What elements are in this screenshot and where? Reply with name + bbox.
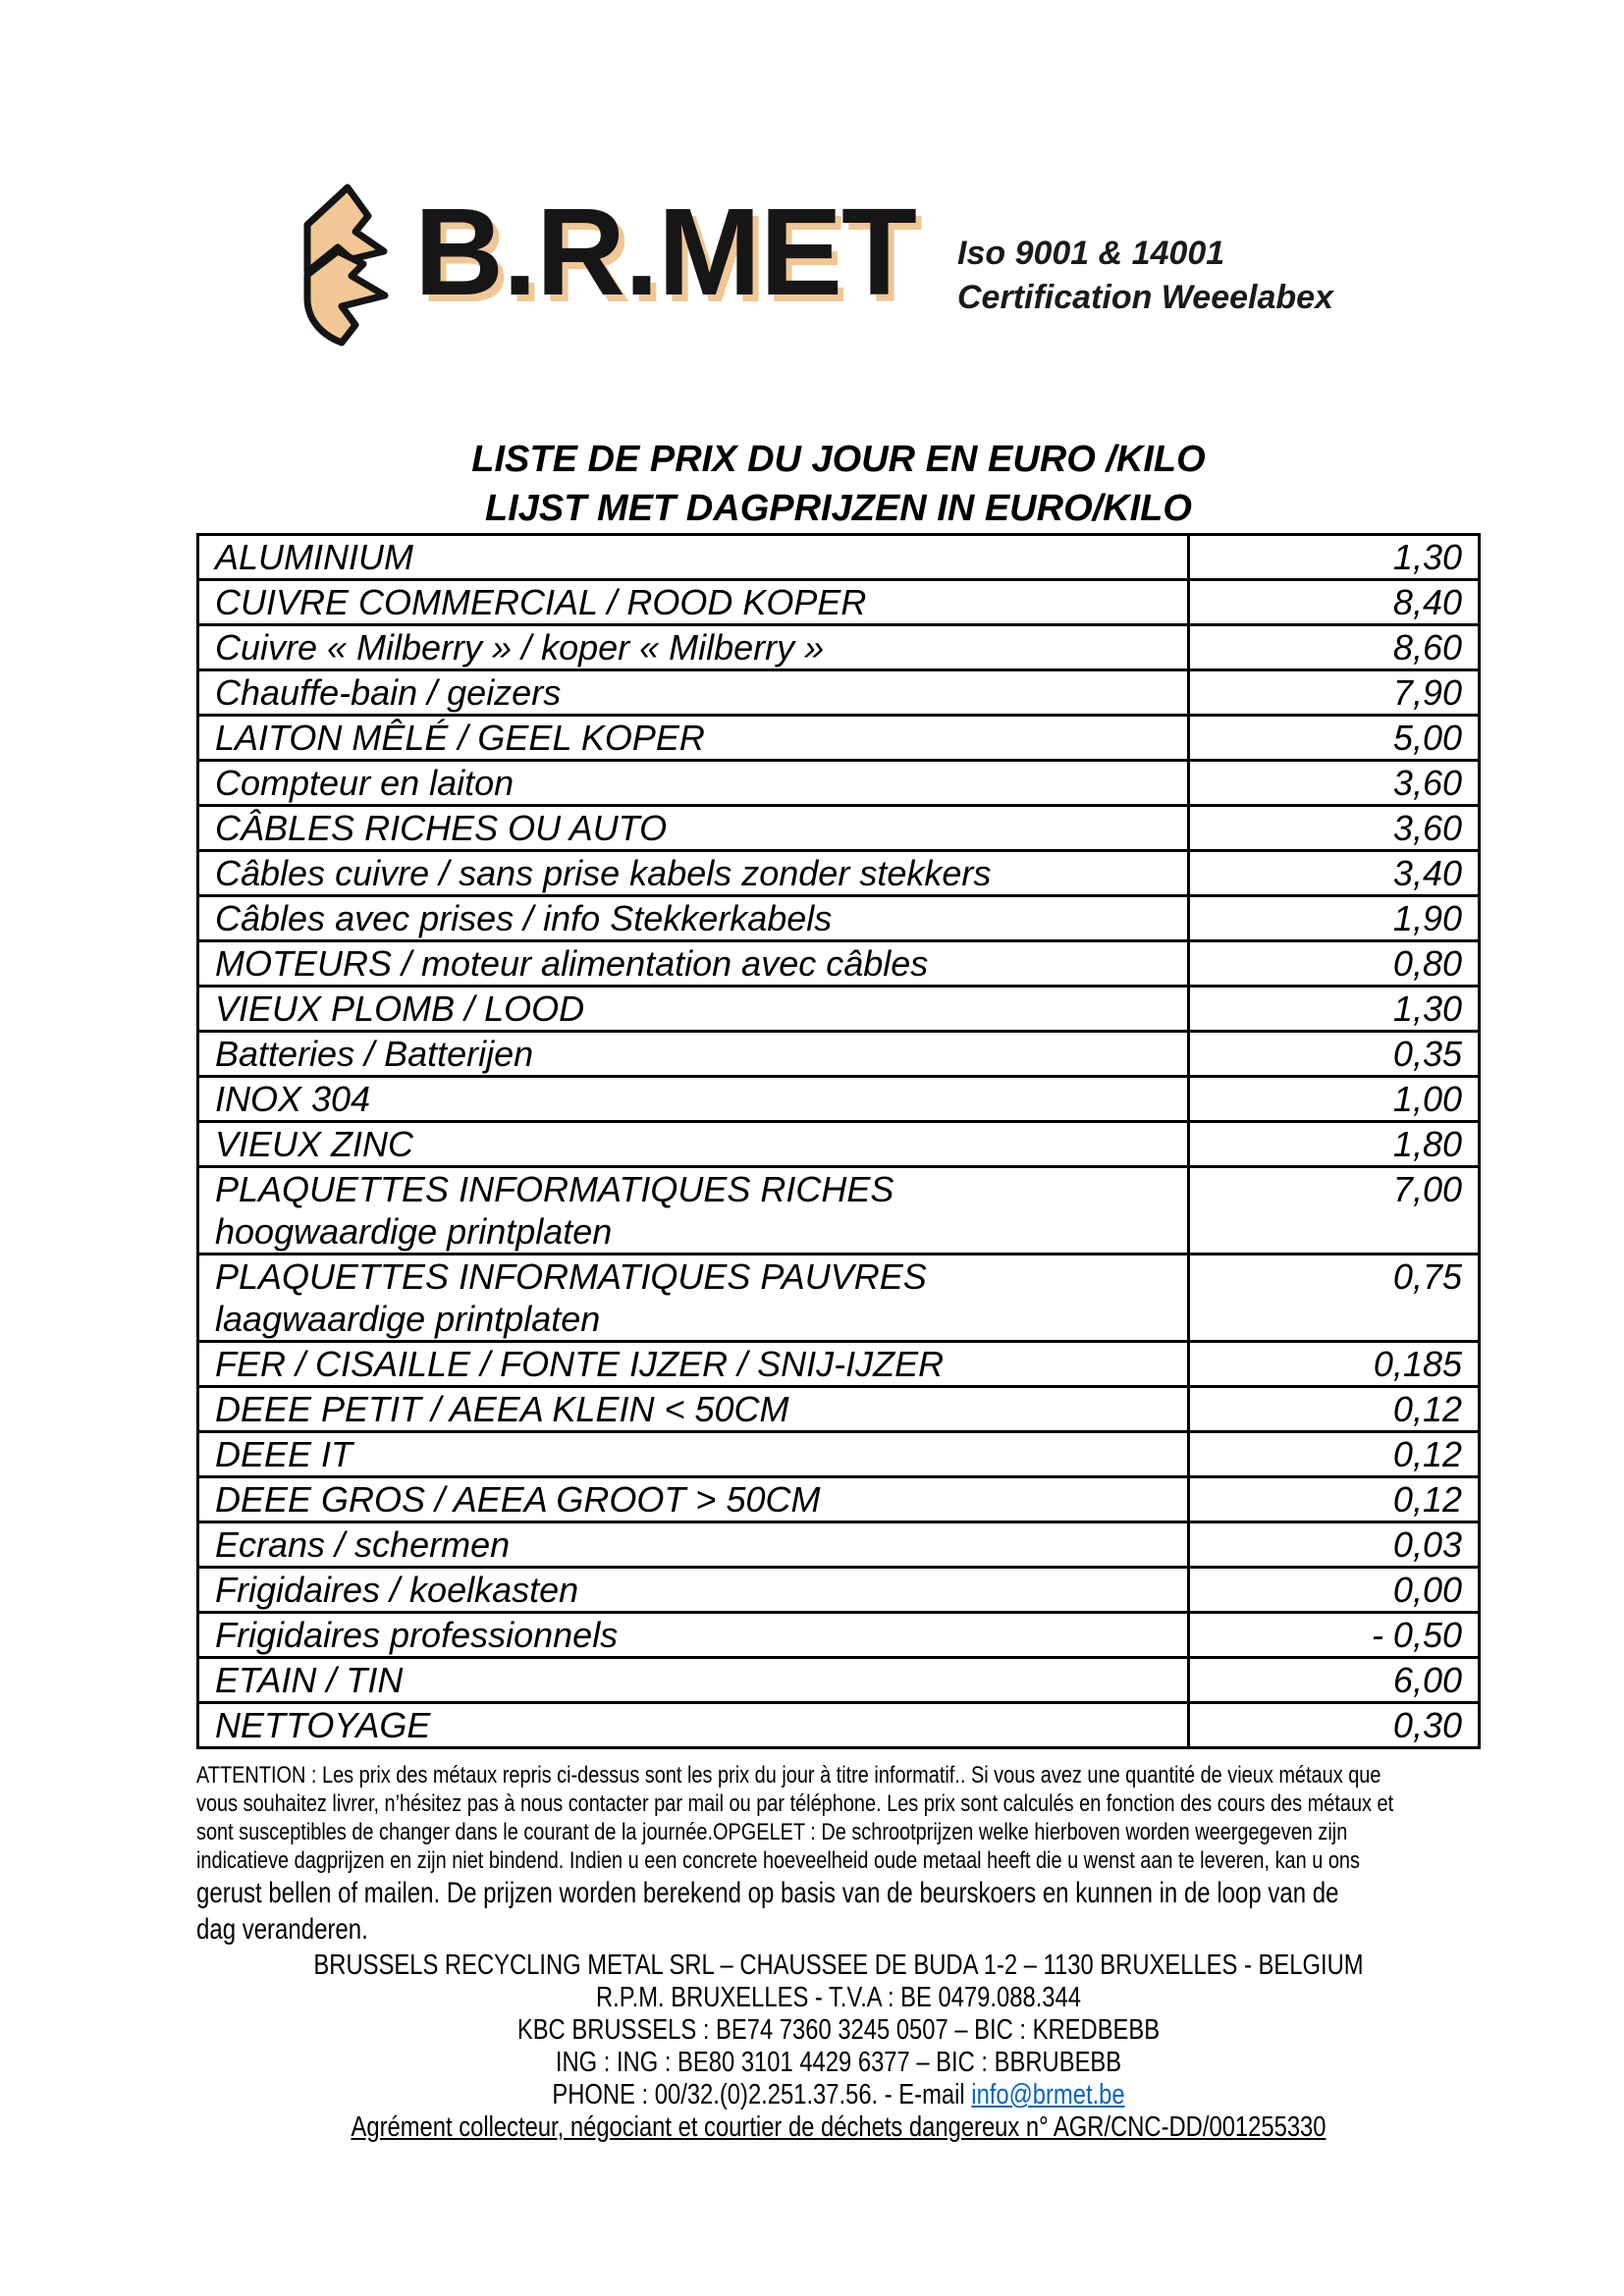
price-value: - 0,50 bbox=[1188, 1613, 1479, 1658]
table-row bbox=[198, 716, 1480, 761]
attention-line-large: gerust bellen of mailen. De prijzen worden berekend op basis van de beurskoers en kunnen in de loop van de bbox=[196, 1877, 1339, 1909]
page-title-line-fr: LISTE DE PRIX DU JOUR EN EURO /KILO bbox=[471, 439, 1206, 480]
attention-note bbox=[196, 1761, 1481, 1948]
table-row bbox=[198, 670, 1480, 716]
footer-ing-account: ING : ING : BE80 3101 4429 6377 – BIC : BBRUBEBB bbox=[555, 2047, 1122, 2078]
material-label: Câbles avec prises / info Stekkerkabels bbox=[198, 896, 1189, 941]
price-table bbox=[196, 533, 1481, 1749]
price-value: 7,90 bbox=[1188, 670, 1479, 716]
price-value: 0,12 bbox=[1188, 1432, 1479, 1477]
price-table-body bbox=[198, 535, 1480, 1748]
iso-certification-text bbox=[957, 232, 1333, 320]
footer-kbc-account: KBC BRUSSELS : BE74 7360 3245 0507 – BIC : KREDBEBB bbox=[516, 2014, 1161, 2046]
price-value: 0,80 bbox=[1188, 941, 1479, 987]
email-link[interactable]: info@brmet.be bbox=[971, 2079, 1125, 2110]
price-value: 0,75 bbox=[1188, 1255, 1479, 1342]
table-row bbox=[198, 1477, 1480, 1522]
table-row bbox=[198, 625, 1480, 670]
table-row bbox=[198, 761, 1480, 806]
price-value: 5,00 bbox=[1188, 716, 1479, 761]
material-label: ETAIN / TIN bbox=[198, 1658, 1189, 1703]
price-value: 0,00 bbox=[1188, 1568, 1479, 1613]
price-value: 6,00 bbox=[1188, 1658, 1479, 1703]
price-value: 8,40 bbox=[1188, 580, 1479, 625]
price-value: 1,00 bbox=[1188, 1077, 1479, 1122]
table-row bbox=[198, 1613, 1480, 1658]
material-sublabel: laagwaardige printplaten bbox=[215, 1299, 601, 1339]
table-row bbox=[198, 1387, 1480, 1432]
price-value: 1,90 bbox=[1188, 896, 1479, 941]
table-row bbox=[198, 535, 1480, 580]
table-row bbox=[198, 851, 1480, 896]
attention-line-large: dag veranderen. bbox=[196, 1913, 368, 1946]
attention-line: sont susceptibles de changer dans le courant de la journée.OPGELET : De schrootprijzen welke hierboven worden weergegeven zijn bbox=[196, 1819, 1348, 1845]
material-label: VIEUX ZINC bbox=[198, 1122, 1189, 1167]
price-value: 0,12 bbox=[1188, 1477, 1479, 1522]
material-label: DEEE GROS / AEEA GROOT > 50CM bbox=[198, 1477, 1189, 1522]
price-value: 0,35 bbox=[1188, 1032, 1479, 1077]
table-row bbox=[198, 1658, 1480, 1703]
brand-wordmark: B.R.MET bbox=[414, 183, 916, 321]
material-label: Câbles cuivre / sans prise kabels zonder stekkers bbox=[198, 851, 1189, 896]
attention-line: ATTENTION : Les prix des métaux repris ci-dessus sont les prix du jour à titre informatif.. Si vous avez une quantité de vieux métaux que bbox=[196, 1762, 1381, 1789]
price-value: 3,40 bbox=[1188, 851, 1479, 896]
price-value: 3,60 bbox=[1188, 806, 1479, 851]
table-row bbox=[198, 1077, 1480, 1122]
material-label: Frigidaires professionnels bbox=[198, 1613, 1189, 1658]
material-sublabel: hoogwaardige printplaten bbox=[215, 1211, 613, 1252]
table-row bbox=[198, 987, 1480, 1032]
table-row bbox=[198, 1568, 1480, 1613]
price-value: 0,03 bbox=[1188, 1522, 1479, 1568]
page-title bbox=[196, 435, 1481, 533]
material-label: Cuivre « Milberry » / koper « Milberry » bbox=[198, 625, 1189, 670]
table-row bbox=[198, 1255, 1480, 1342]
material-label: DEEE PETIT / AEEA KLEIN < 50CM bbox=[198, 1387, 1189, 1432]
price-value: 7,00 bbox=[1188, 1167, 1479, 1255]
material-label: ALUMINIUM bbox=[198, 535, 1189, 580]
price-value: 1,30 bbox=[1188, 987, 1479, 1032]
footer-phone-email bbox=[312, 2079, 1366, 2111]
material-label: Ecrans / schermen bbox=[198, 1522, 1189, 1568]
page-title-line-nl: LIJST MET DAGPRIJZEN IN EURO/KILO bbox=[485, 488, 1192, 529]
material-label: DEEE IT bbox=[198, 1432, 1189, 1477]
price-value: 0,12 bbox=[1188, 1387, 1479, 1432]
footer bbox=[196, 1949, 1481, 2144]
table-row bbox=[198, 806, 1480, 851]
price-value: 3,60 bbox=[1188, 761, 1479, 806]
table-row bbox=[198, 1032, 1480, 1077]
price-value: 1,30 bbox=[1188, 535, 1479, 580]
table-row bbox=[198, 1522, 1480, 1568]
material-label: FER / CISAILLE / FONTE IJZER / SNIJ-IJZER bbox=[198, 1342, 1189, 1387]
material-label: Chauffe-bain / geizers bbox=[198, 670, 1189, 716]
table-row bbox=[198, 1167, 1480, 1255]
footer-agrement: Agrément collecteur, négociant et courtier de déchets dangereux n° AGR/CNC-DD/001255330 bbox=[351, 2111, 1326, 2143]
table-row bbox=[198, 1703, 1480, 1748]
table-row bbox=[198, 941, 1480, 987]
material-label: PLAQUETTES INFORMATIQUES RICHES hoogwaardige printplaten bbox=[198, 1167, 1189, 1255]
table-row bbox=[198, 1342, 1480, 1387]
footer-rpm-tva: R.P.M. BRUXELLES - T.V.A : BE 0479.088.344 bbox=[596, 1982, 1081, 2013]
table-row bbox=[198, 1432, 1480, 1477]
material-label: NETTOYAGE bbox=[198, 1703, 1189, 1748]
ribbon-logo-icon bbox=[293, 179, 401, 350]
table-row bbox=[198, 1122, 1480, 1167]
iso-line-2: Certification Weeelabex bbox=[957, 279, 1333, 316]
material-label: Compteur en laiton bbox=[198, 761, 1189, 806]
table-row bbox=[198, 580, 1480, 625]
price-value: 0,30 bbox=[1188, 1703, 1479, 1748]
iso-line-1: Iso 9001 & 14001 bbox=[957, 235, 1225, 272]
material-label: CUIVRE COMMERCIAL / ROOD KOPER bbox=[198, 580, 1189, 625]
material-label: Batteries / Batterijen bbox=[198, 1032, 1189, 1077]
material-label: INOX 304 bbox=[198, 1077, 1189, 1122]
material-label: Frigidaires / koelkasten bbox=[198, 1568, 1189, 1613]
price-value: 0,185 bbox=[1188, 1342, 1479, 1387]
material-label: VIEUX PLOMB / LOOD bbox=[198, 987, 1189, 1032]
material-label: MOTEURS / moteur alimentation avec câbles bbox=[198, 941, 1189, 987]
material-label: LAITON MÊLÉ / GEEL KOPER bbox=[198, 716, 1189, 761]
attention-line: indicatieve dagprijzen en zijn niet bindend. Indien u een concrete hoeveelheid oude metaal heeft die u wenst aan te leveren, kan u ons bbox=[196, 1847, 1360, 1874]
footer-address: BRUSSELS RECYCLING METAL SRL – CHAUSSEE DE BUDA 1-2 – 1130 BRUXELLES - BELGIUM bbox=[313, 1949, 1364, 1981]
attention-line: vous souhaitez livrer, n’hésitez pas à nous contacter par mail ou par téléphone. Les prix sont calculés en fonction des cours des métaux et bbox=[196, 1790, 1394, 1817]
price-value: 1,80 bbox=[1188, 1122, 1479, 1167]
table-row bbox=[198, 896, 1480, 941]
material-label: PLAQUETTES INFORMATIQUES PAUVRES laagwaardige printplaten bbox=[198, 1255, 1189, 1342]
price-value: 8,60 bbox=[1188, 625, 1479, 670]
footer-phone-label: PHONE : 00/32.(0)2.251.37.56. - E-mail bbox=[552, 2079, 972, 2110]
material-label: CÂBLES RICHES OU AUTO bbox=[198, 806, 1189, 851]
